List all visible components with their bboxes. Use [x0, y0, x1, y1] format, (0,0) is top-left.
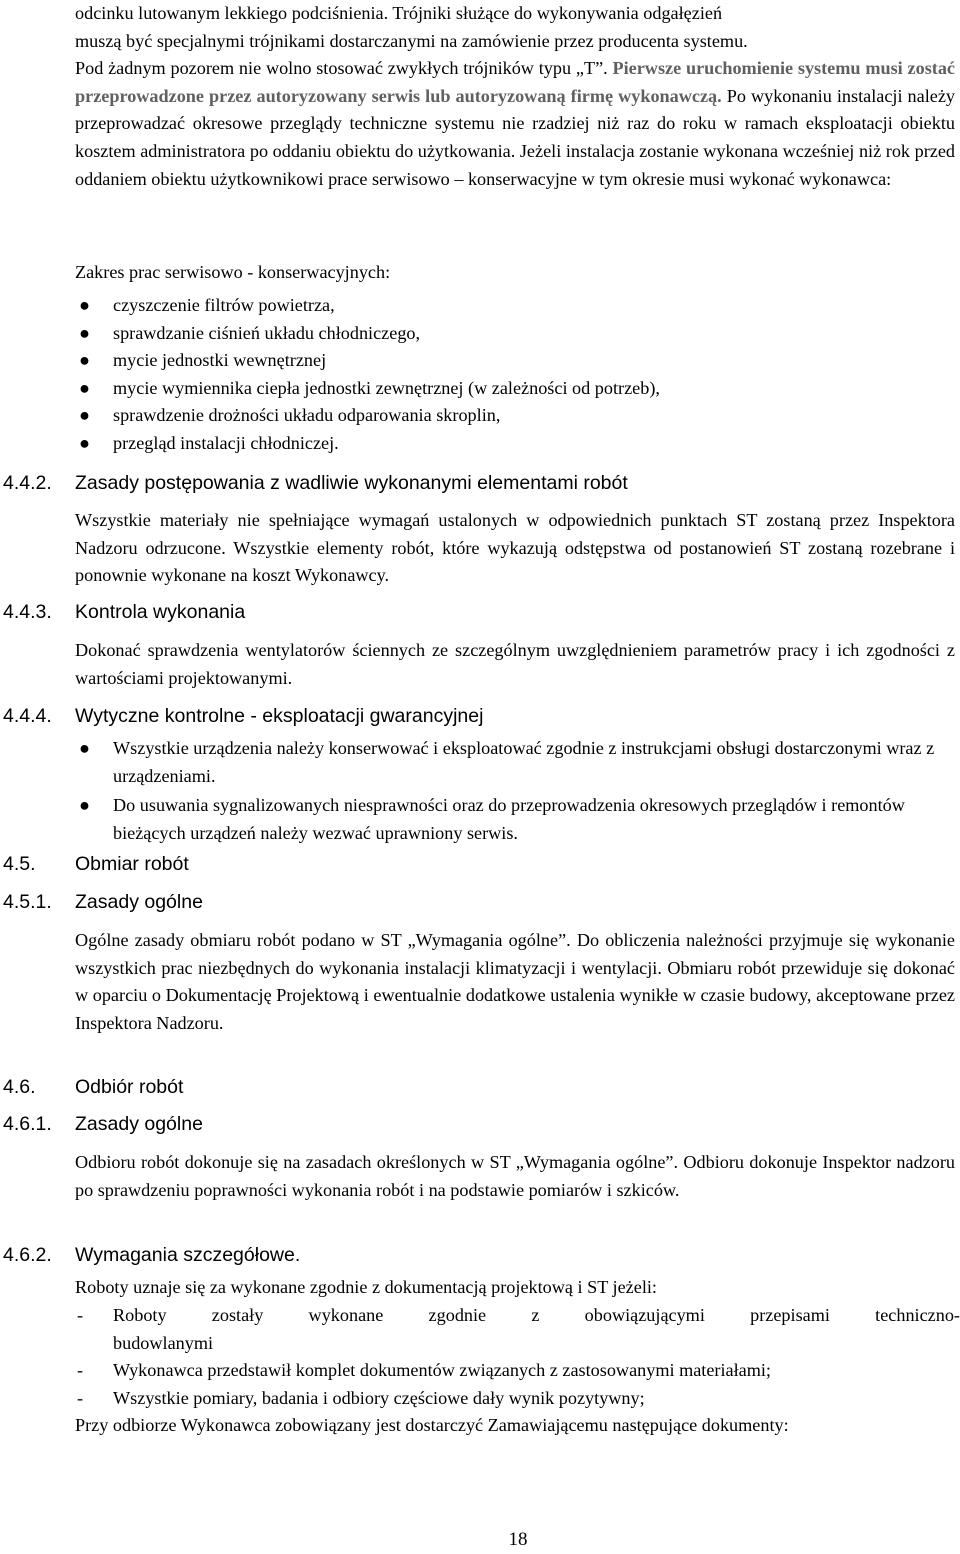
- list-item-text: Wykonawca przedstawił komplet dokumentów związanych z zastosowanymi materiałami;: [113, 1360, 771, 1381]
- section-number: 4.6.: [3, 1076, 36, 1098]
- section-heading-4-6-2: [3, 1242, 300, 1268]
- list-item: [75, 1385, 960, 1413]
- list-item-text: Roboty zostały wykonane zgodnie z obowiązującymi przepisami techniczno-: [113, 1305, 960, 1325]
- section-number: 4.4.3.: [3, 601, 52, 623]
- bullet-icon: ●: [79, 738, 90, 758]
- intro-line-1: odcinku lutowanym lekkiego podciśnienia. Trójniki służące do wykonywania odgałęzień: [75, 3, 723, 23]
- intro-paragraph: [75, 0, 955, 193]
- section-heading-4-5-1: [3, 889, 203, 915]
- list-item-text: Wszystkie pomiary, badania i odbiory częściowe dały wynik pozytywny;: [113, 1387, 645, 1408]
- intro-rest: [75, 55, 955, 193]
- section-4-5-1-text: Ogólne zasady obmiaru robót podano w ST „Wymagania ogólne”. Do obliczenia należności przyjmuje się wykonanie wszystkich prac niezbędnych do wykonania instalacji klimatyzacji i wentylacji. Obmiaru robót przewiduje się dokonać w oparciu o Dokumentację Projektową i ewentualnie dodatkowe ustalenia wynikłe w czasie budowy, akceptowane przez Inspektora Nadzoru.: [75, 930, 955, 1033]
- bullet-icon: ●: [79, 405, 90, 426]
- section-number: 4.6.1.: [3, 1113, 52, 1135]
- bullet-icon: ●: [79, 350, 90, 371]
- intro-line-3-start: Pod żadnym pozorem nie wolno stosować zwykłych trójników typu „T”.: [75, 58, 613, 79]
- section-number: 4.4.2.: [3, 472, 52, 494]
- dash-marker: -: [77, 1387, 84, 1408]
- list-item: [75, 792, 960, 847]
- section-title: Zasady ogólne: [75, 891, 203, 913]
- section-number: 4.4.4.: [3, 705, 52, 727]
- list-item: [75, 430, 960, 458]
- section-title: Odbiór robót: [75, 1076, 184, 1098]
- section-title: Wytyczne kontrolne - eksploatacji gwarancyjnej: [75, 705, 484, 727]
- list-item-text: mycie jednostki wewnętrznej: [113, 350, 327, 371]
- section-title: Obmiar robót: [75, 853, 189, 875]
- page-number: 18: [508, 1529, 528, 1550]
- dash-marker: -: [77, 1360, 84, 1381]
- list-item: [75, 320, 960, 348]
- list-item-text: Do usuwania sygnalizowanych niesprawności oraz do przeprowadzenia okresowych przeglądów i remontów bieżących urządzeń należy wezwać uprawniony serwis.: [113, 795, 905, 843]
- section-number: 4.5.: [3, 853, 36, 875]
- section-title: Zasady ogólne: [75, 1113, 203, 1135]
- guidelines-list: [75, 735, 960, 847]
- list-item-text: czyszczenie filtrów powietrza,: [113, 295, 335, 315]
- section-number: 4.5.1.: [3, 891, 52, 913]
- section-4-4-3-text: Dokonać sprawdzenia wentylatorów ściennych ze szczególnym uwzględnieniem parametrów pracy i ich zgodności z wartościami projektowanymi.: [75, 640, 955, 688]
- section-heading-4-4-3: [3, 599, 245, 625]
- section-heading-4-6-1: [3, 1111, 203, 1137]
- section-4-6-1-text: Odbioru robót dokonuje się na zasadach określonych w ST „Wymagania ogólne”. Odbioru dokonuje Inspektor nadzoru po sprawdzeniu poprawności wykonania robót i na podstawie pomiarów i szkiców.: [75, 1152, 955, 1200]
- section-title: Zasady postępowania z wadliwie wykonanymi elementami robót: [75, 472, 628, 494]
- bullet-icon: ●: [79, 377, 90, 398]
- list-item-text: przegląd instalacji chłodniczej.: [113, 432, 339, 453]
- maintenance-list: [75, 292, 960, 458]
- list-item: [75, 347, 960, 375]
- section-heading-4-5: [3, 851, 189, 877]
- section-4-6-2-closing: Przy odbiorze Wykonawca zobowiązany jest dostarczyć Zamawiającemu następujące dokumenty:: [75, 1415, 789, 1435]
- section-heading-4-4-2: [3, 470, 628, 496]
- dash-marker: -: [77, 1305, 84, 1325]
- bullet-icon: ●: [79, 322, 90, 343]
- list-item: [75, 402, 960, 430]
- list-item: [75, 1302, 960, 1357]
- requirements-list: [75, 1302, 960, 1412]
- list-item-text-continued: budowlanymi: [113, 1332, 214, 1353]
- maintenance-title: Zakres prac serwisowo - konserwacyjnych:: [75, 262, 391, 282]
- section-4-4-2-text: Wszystkie materiały nie spełniające wymagań ustalonych w odpowiednich punktach ST zostaną przez Inspektora Nadzoru odrzucone. Wszystkie elementy robót, które wykazują odstępstwa od postanowień ST zostaną rozebrane i ponownie wykonane na koszt Wykonawcy.: [75, 510, 955, 586]
- list-item: [75, 1357, 960, 1385]
- intro-bold-text: Pierwsze uruchomienie systemu musi zostać przeprowadzone przez autoryzowany serwis lub autoryzowaną firmę wykonawczą.: [75, 58, 955, 106]
- intro-rest-text: Po wykonaniu instalacji należy przeprowadzać okresowe przeglądy techniczne systemu nie rzadziej niż raz do roku w ramach eksploatacji obiektu kosztem administratora po oddaniu obiektu do użytkowania. Jeżeli instalacja zostanie wykonana wcześniej niż rok przed oddaniem obiektu użytkownikowi prace serwisowo – konserwacyjne w tym okresie musi wykonać wykonawca:: [75, 85, 955, 189]
- section-heading-4-4-4: [3, 703, 483, 729]
- intro-line-2: muszą być specjalnymi trójnikami dostarczanymi na zamówienie przez producenta systemu.: [75, 30, 748, 51]
- section-title: Wymagania szczegółowe.: [75, 1244, 301, 1266]
- section-number: 4.6.2.: [3, 1244, 52, 1266]
- list-item-text: Wszystkie urządzenia należy konserwować i eksploatować zgodnie z instrukcjami obsługi dostarczonymi wraz z urządzeniami.: [113, 738, 935, 786]
- list-item: [75, 735, 960, 790]
- section-4-6-2-intro: Roboty uznaje się za wykonane zgodnie z dokumentacją projektową i ST jeżeli:: [75, 1277, 657, 1297]
- list-item-text: sprawdzanie ciśnień układu chłodniczego,: [113, 322, 421, 343]
- list-item-text: mycie wymiennika ciepła jednostki zewnętrznej (w zależności od potrzeb),: [113, 377, 660, 398]
- list-item-text: sprawdzenie drożności układu odparowania skroplin,: [113, 405, 501, 426]
- bullet-icon: ●: [79, 432, 90, 453]
- bullet-icon: ●: [79, 295, 90, 315]
- list-item: [75, 375, 960, 403]
- section-title: Kontrola wykonania: [75, 601, 246, 623]
- section-heading-4-6: [3, 1074, 183, 1100]
- bullet-icon: ●: [79, 795, 90, 816]
- list-item: [75, 292, 960, 320]
